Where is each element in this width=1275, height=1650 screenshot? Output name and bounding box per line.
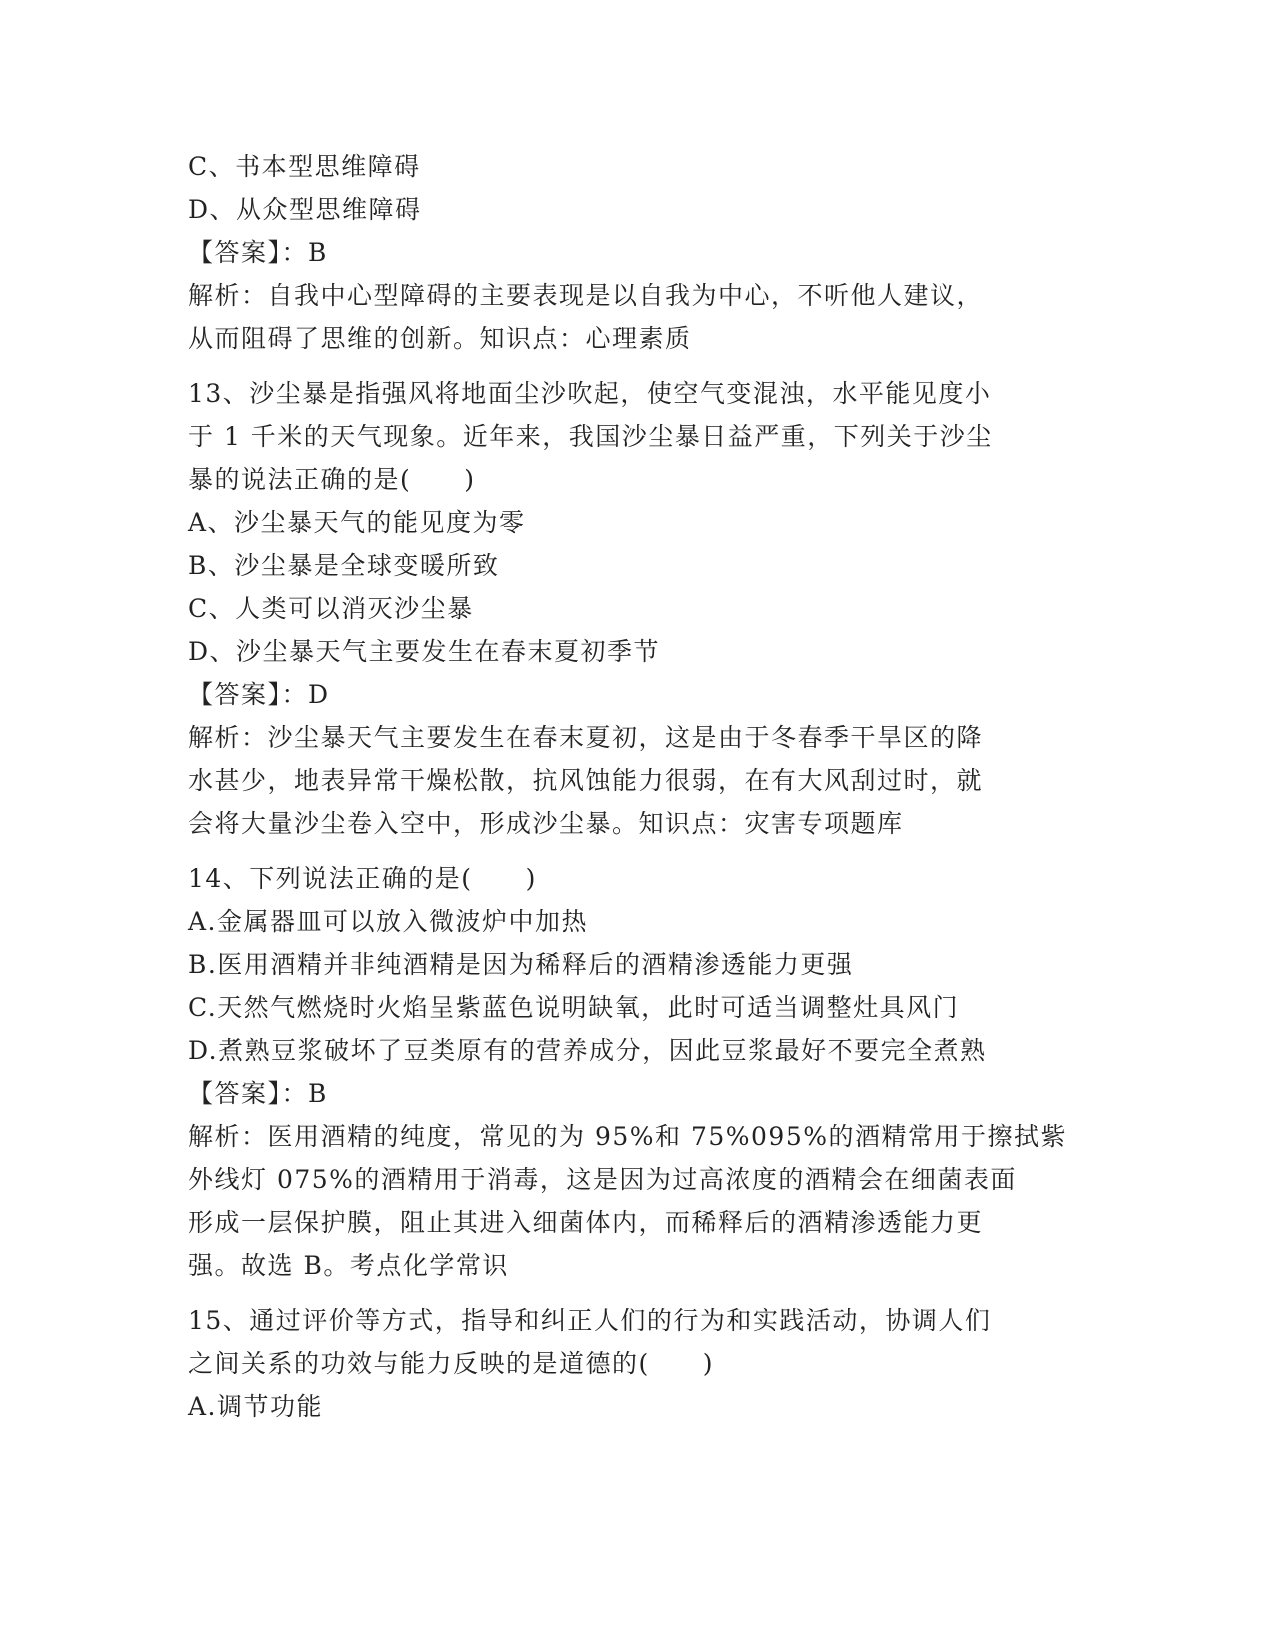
question-14 [188,857,1075,1287]
explanation-line: 从而阻碍了思维的创新。知识点：心理素质 [188,324,692,353]
spacer [188,360,1075,372]
question-stem-line: 15、通过评价等方式，指导和纠正人们的行为和实践活动，协调人们 [188,1306,992,1335]
explanation-line: 解析：医用酒精的纯度，常见的为 95%和 75%095%的酒精常用于擦拭紫 [188,1122,1068,1151]
option-a: A、沙尘暴天气的能见度为零 [188,508,526,537]
explanation-line: 形成一层保护膜，阻止其进入细菌体内，而稀释后的酒精渗透能力更 [188,1208,984,1237]
explanation-line: 强。故选 B。考点化学常识 [188,1251,509,1280]
option-d: D、从众型思维障碍 [188,195,422,224]
option-d: D.煮熟豆浆破坏了豆类原有的营养成分，因此豆浆最好不要完全煮熟 [188,1036,987,1065]
option-c: C、人类可以消灭沙尘暴 [188,594,474,623]
spacer [188,845,1075,857]
answer: 【答案】：D [188,680,330,709]
explanation-line: 解析：沙尘暴天气主要发生在春末夏初，这是由于冬春季干旱区的降 [188,723,984,752]
explanation-line: 水甚少，地表异常干燥松散，抗风蚀能力很弱，在有大风刮过时，就 [188,766,984,795]
question-12-tail [188,145,1075,360]
question-stem-line: 13、沙尘暴是指强风将地面尘沙吹起，使空气变混浊，水平能见度小 [188,379,992,408]
question-stem-line: 于 1 千米的天气现象。近年来，我国沙尘暴日益严重，下列关于沙尘 [188,422,993,451]
answer: 【答案】：B [188,238,328,267]
question-stem-line: 之间关系的功效与能力反映的是道德的( ) [188,1349,715,1378]
option-b: B.医用酒精并非纯酒精是因为稀释后的酒精渗透能力更强 [188,950,854,979]
option-d: D、沙尘暴天气主要发生在春末夏初季节 [188,637,661,666]
explanation-line: 会将大量沙尘卷入空中，形成沙尘暴。知识点：灾害专项题库 [188,809,904,838]
question-13 [188,372,1075,845]
option-b: B、沙尘暴是全球变暖所致 [188,551,500,580]
option-a: A.调节功能 [188,1392,324,1421]
option-c: C.天然气燃烧时火焰呈紫蓝色说明缺氧，此时可适当调整灶具风门 [188,993,960,1022]
explanation-line: 外线灯 075%的酒精用于消毒，这是因为过高浓度的酒精会在细菌表面 [188,1165,1017,1194]
answer: 【答案】：B [188,1079,328,1108]
question-stem-line: 14、下列说法正确的是( ) [188,864,537,893]
explanation-line: 解析：自我中心型障碍的主要表现是以自我为中心，不听他人建议， [188,281,984,310]
option-a: A.金属器皿可以放入微波炉中加热 [188,907,589,936]
spacer [188,1287,1075,1299]
option-c: C、书本型思维障碍 [188,152,421,181]
question-stem-line: 暴的说法正确的是( ) [188,465,476,494]
question-15 [188,1299,1075,1428]
